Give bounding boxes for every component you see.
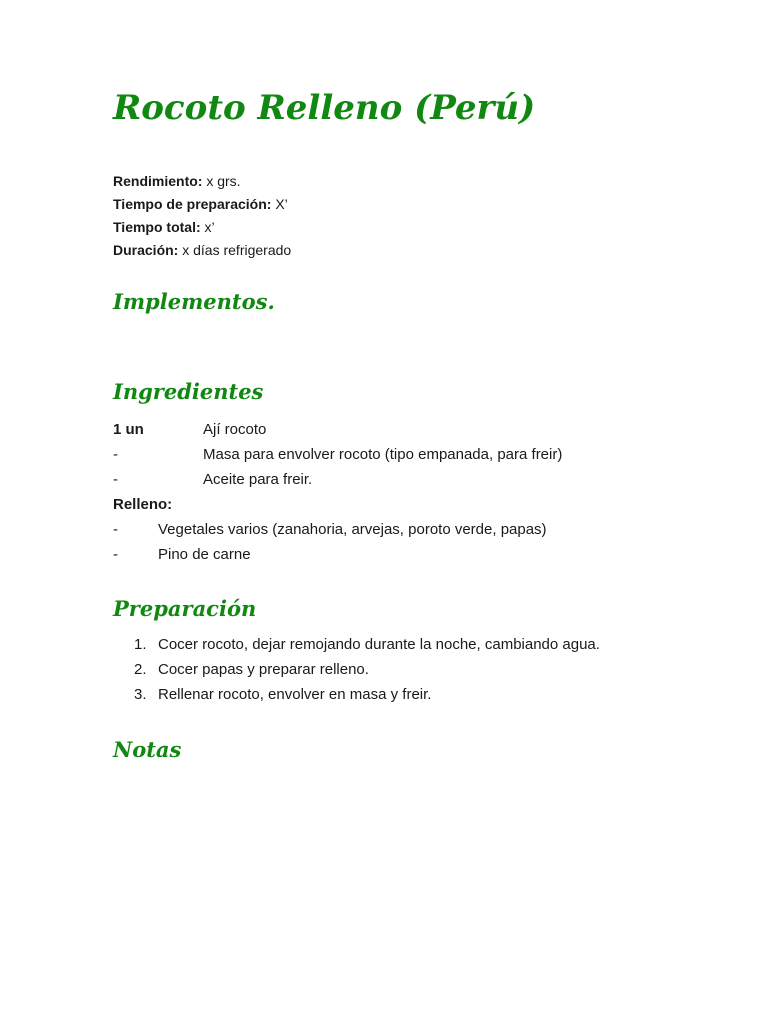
meta-value: X’ — [271, 196, 288, 212]
section-heading-preparacion: Preparación — [113, 596, 257, 621]
meta-yield — [113, 170, 291, 193]
meta-total-time — [113, 216, 291, 239]
ingredient-name: Aceite para freir. — [203, 471, 313, 488]
ingredient-row — [113, 442, 713, 467]
section-heading-notas: Notas — [113, 737, 182, 762]
page-title: Rocoto Relleno (Perú) — [113, 88, 536, 128]
meta-label: Tiempo total: — [113, 219, 201, 235]
filling-name: Pino de carne — [158, 546, 251, 563]
section-heading-implementos: Implementos. — [113, 289, 275, 314]
filling-heading: Relleno: — [113, 496, 173, 513]
meta-label: Duración: — [113, 242, 179, 258]
meta-label: Tiempo de preparación: — [113, 196, 272, 212]
filling-name: Vegetales varios (zanahoria, arvejas, poroto verde, papas) — [158, 521, 547, 538]
filling-qty: - — [113, 546, 118, 563]
step-text: Rellenar rocoto, envolver en masa y freir. — [158, 686, 432, 703]
meta-value: x días refrigerado — [178, 242, 292, 258]
section-heading-ingredientes: Ingredientes — [113, 379, 264, 404]
meta-prep-time — [113, 193, 291, 216]
ingredient-name: Ají rocoto — [203, 421, 267, 438]
meta-duration — [113, 239, 291, 262]
ingredient-qty: 1 un — [113, 421, 144, 438]
ingredient-qty: - — [113, 471, 118, 488]
meta-label: Rendimiento: — [113, 173, 203, 189]
ingredients-list — [113, 417, 713, 567]
step-number: 3. — [134, 686, 147, 703]
step-number: 1. — [134, 636, 147, 653]
meta-value: x grs. — [202, 173, 241, 189]
ingredient-row — [113, 467, 713, 492]
filling-qty: - — [113, 521, 118, 538]
meta-value: x’ — [200, 219, 215, 235]
step-number: 2. — [134, 661, 147, 678]
ingredient-name: Masa para envolver rocoto (tipo empanada, para freir) — [203, 446, 563, 463]
ingredient-row — [113, 417, 713, 442]
step-text: Cocer papas y preparar relleno. — [158, 661, 369, 678]
step-text: Cocer rocoto, dejar remojando durante la noche, cambiando agua. — [158, 636, 600, 653]
filling-row — [113, 542, 713, 567]
ingredient-qty: - — [113, 446, 118, 463]
filling-row — [113, 517, 713, 542]
recipe-meta — [113, 170, 291, 262]
